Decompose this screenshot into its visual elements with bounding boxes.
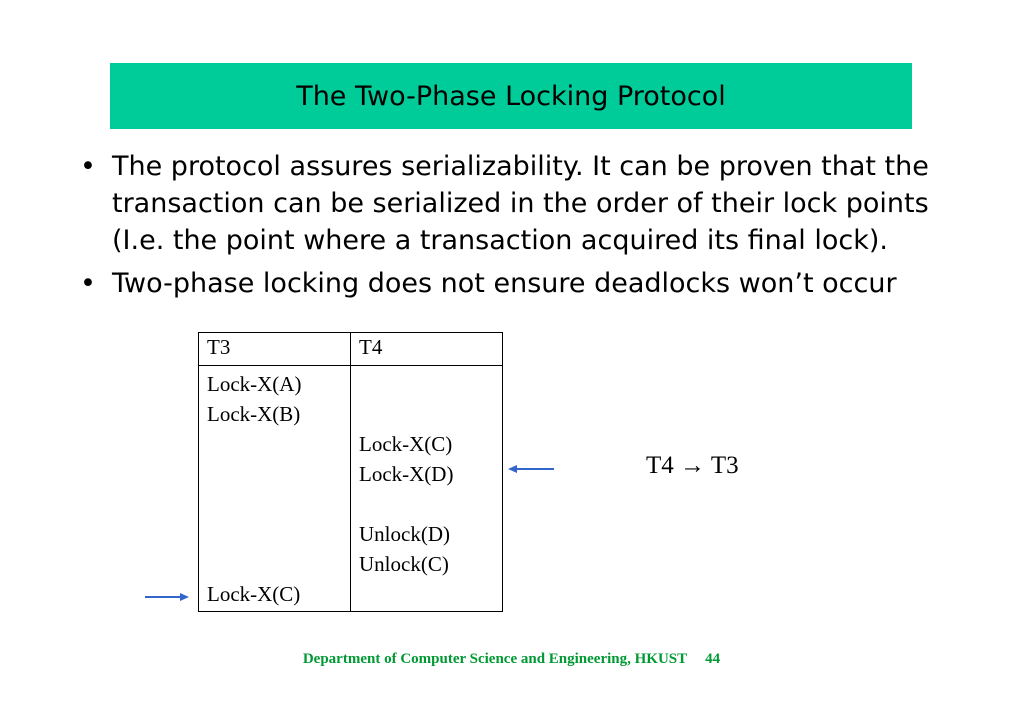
page-number: 44: [705, 651, 721, 667]
serialization-order: T4 → T3: [646, 452, 739, 479]
t3-op: Lock-X(C): [207, 582, 301, 606]
t3-operations: [199, 366, 351, 612]
bullet-text: Two-phase locking does not ensure deadlocks won’t occur: [112, 268, 897, 299]
t4-op: [359, 489, 494, 519]
lock-schedule-table: [198, 332, 503, 612]
footer-department: Department of Computer Science and Engineering, HKUST: [302, 651, 688, 667]
t3-op: [207, 519, 342, 549]
left-arrow-icon: [508, 462, 556, 476]
t4-op: Unlock(C): [359, 552, 449, 576]
column-header-t4: T4: [351, 333, 503, 366]
table-row: [199, 366, 503, 612]
bullet-icon: •: [80, 268, 96, 299]
title-banner: [110, 63, 912, 129]
table-header-row: [199, 333, 503, 366]
slide-title: The Two-Phase Locking Protocol: [296, 80, 726, 112]
bullet-text: The protocol assures serializability. It can be proven that the transaction can be serialized in the order of their lock points (I.e. the point where a transaction acquired its final lock).: [112, 151, 929, 256]
column-header-t3: T3: [199, 333, 351, 366]
t3-op: Lock-X(A): [207, 372, 302, 396]
t4-op: [359, 399, 494, 429]
t4-op: Lock-X(D): [359, 462, 454, 486]
bullet-list: [80, 148, 980, 308]
t3-op: [207, 549, 342, 579]
t3-op: [207, 489, 342, 519]
t4-operations: [351, 366, 503, 612]
right-arrow-icon: [145, 590, 191, 604]
t4-op: [359, 369, 494, 399]
t3-op: [207, 429, 342, 459]
bullet-item: [80, 265, 980, 302]
bullet-item: [80, 148, 980, 259]
slide-footer: [0, 651, 1023, 668]
t4-op: Lock-X(C): [359, 432, 453, 456]
t4-op: Unlock(D): [359, 522, 450, 546]
t3-op: [207, 459, 342, 489]
t3-op: Lock-X(B): [207, 402, 301, 426]
t4-op: [359, 579, 494, 609]
bullet-icon: •: [80, 151, 96, 182]
